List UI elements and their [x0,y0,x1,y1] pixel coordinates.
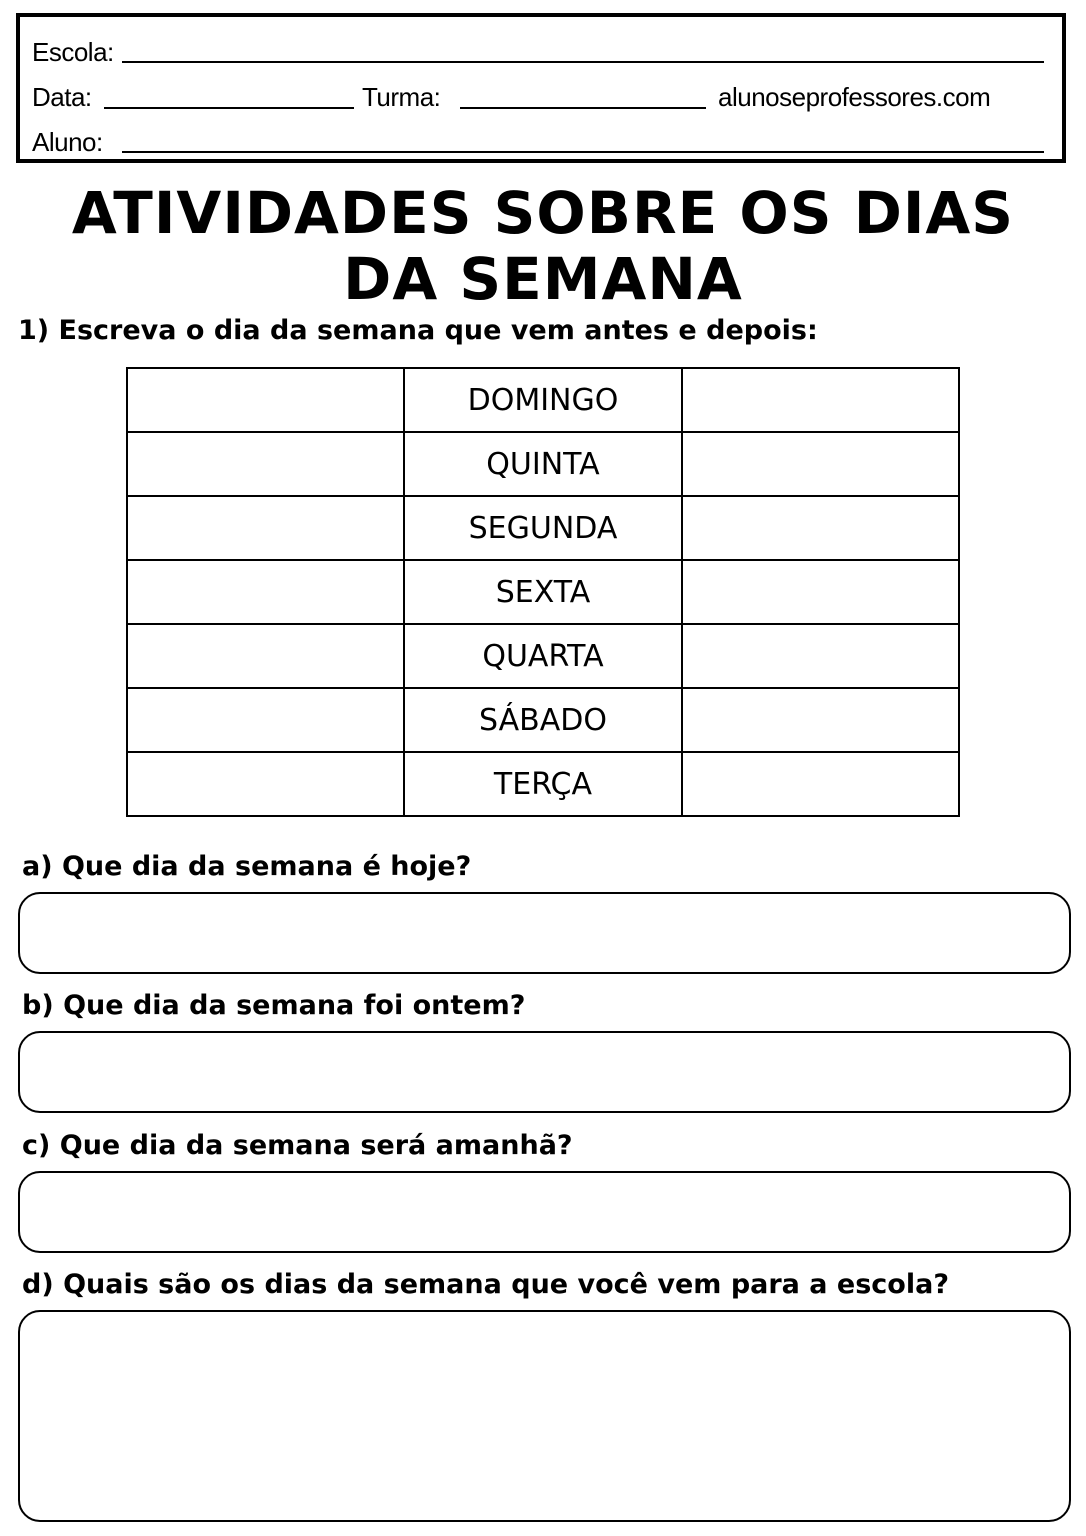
table-row [127,432,959,496]
aluno-label: Aluno: [32,127,103,157]
after-cell[interactable] [682,368,959,432]
days-table [126,367,960,817]
before-cell[interactable] [127,432,404,496]
table-row [127,752,959,816]
day-cell: QUARTA [404,624,682,688]
after-cell[interactable] [682,752,959,816]
site-text: alunoseprofessores.com [718,82,991,112]
before-cell[interactable] [127,368,404,432]
table-row [127,688,959,752]
answer-box-a[interactable] [18,892,1071,974]
question-c: c) Que dia da semana será amanhã? [22,1130,573,1161]
answer-box-b[interactable] [18,1031,1071,1113]
after-cell[interactable] [682,496,959,560]
question-a: a) Que dia da semana é hoje? [22,851,472,882]
turma-label: Turma: [362,82,441,112]
title-line-1: ATIVIDADES SOBRE OS DIAS [71,179,1015,247]
question-d: d) Quais são os dias da semana que você vem para a escola? [22,1269,949,1300]
table-row [127,496,959,560]
day-cell: DOMINGO [404,368,682,432]
after-cell[interactable] [682,560,959,624]
day-cell: SEGUNDA [404,496,682,560]
day-cell: SEXTA [404,560,682,624]
aluno-field[interactable] [122,151,1044,153]
question-1: 1) Escreva o dia da semana que vem antes e depois: [18,315,818,346]
escola-field[interactable] [122,61,1044,63]
after-cell[interactable] [682,432,959,496]
table-row [127,560,959,624]
after-cell[interactable] [682,624,959,688]
before-cell[interactable] [127,624,404,688]
page-title [0,180,1086,312]
before-cell[interactable] [127,752,404,816]
before-cell[interactable] [127,496,404,560]
data-label: Data: [32,82,92,112]
after-cell[interactable] [682,688,959,752]
answer-box-d[interactable] [18,1310,1071,1522]
day-cell: SÁBADO [404,688,682,752]
turma-field[interactable] [460,107,706,109]
day-cell: TERÇA [404,752,682,816]
data-field[interactable] [104,107,354,109]
question-b: b) Que dia da semana foi ontem? [22,990,526,1021]
before-cell[interactable] [127,560,404,624]
header-box [16,13,1066,163]
table-row [127,368,959,432]
title-line-2: DA SEMANA [343,245,743,313]
table-row [127,624,959,688]
day-cell: QUINTA [404,432,682,496]
before-cell[interactable] [127,688,404,752]
answer-box-c[interactable] [18,1171,1071,1253]
escola-label: Escola: [32,37,114,67]
